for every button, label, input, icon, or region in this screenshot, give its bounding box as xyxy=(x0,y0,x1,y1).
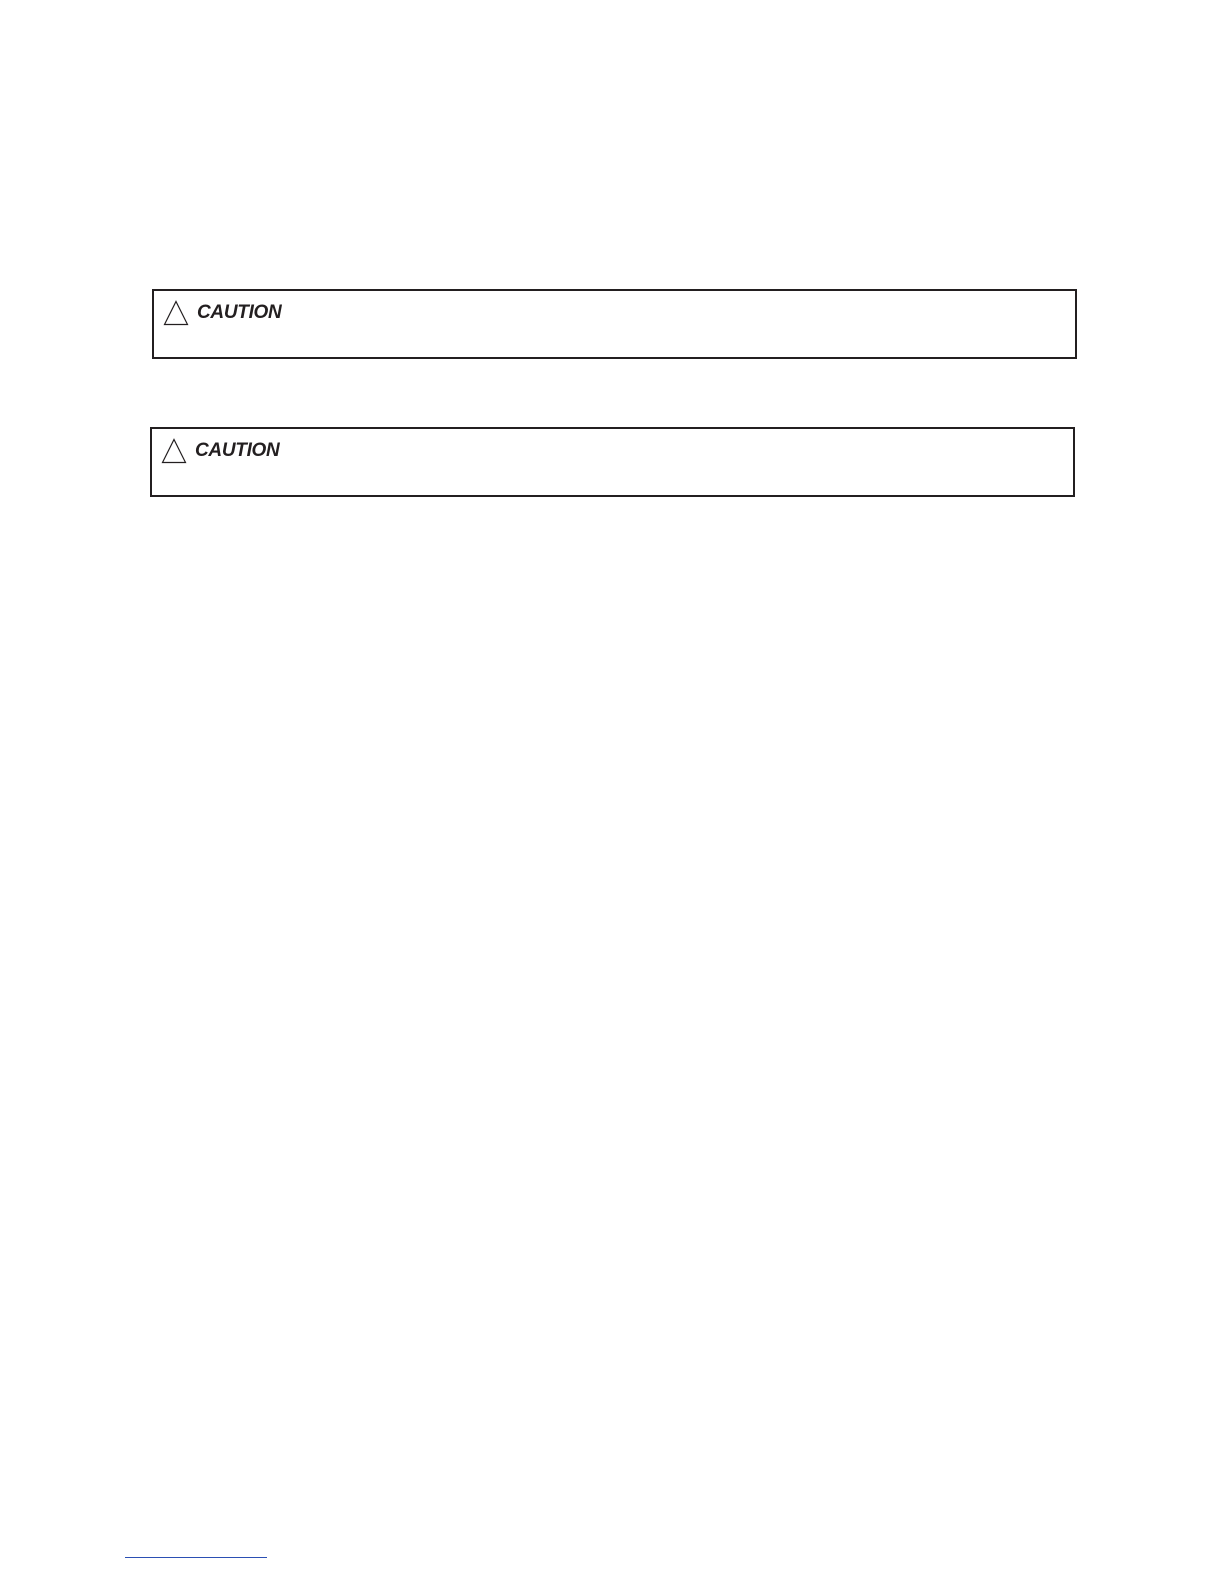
caution-box xyxy=(150,427,1075,497)
caution-box xyxy=(152,289,1077,359)
caution-header xyxy=(163,300,281,326)
caution-header xyxy=(161,438,279,464)
footnote-rule xyxy=(125,1557,267,1558)
caution-label: CAUTION xyxy=(197,302,282,323)
caution-label: CAUTION xyxy=(195,440,280,461)
warning-triangle-icon xyxy=(161,438,187,464)
warning-triangle-icon xyxy=(163,300,189,326)
